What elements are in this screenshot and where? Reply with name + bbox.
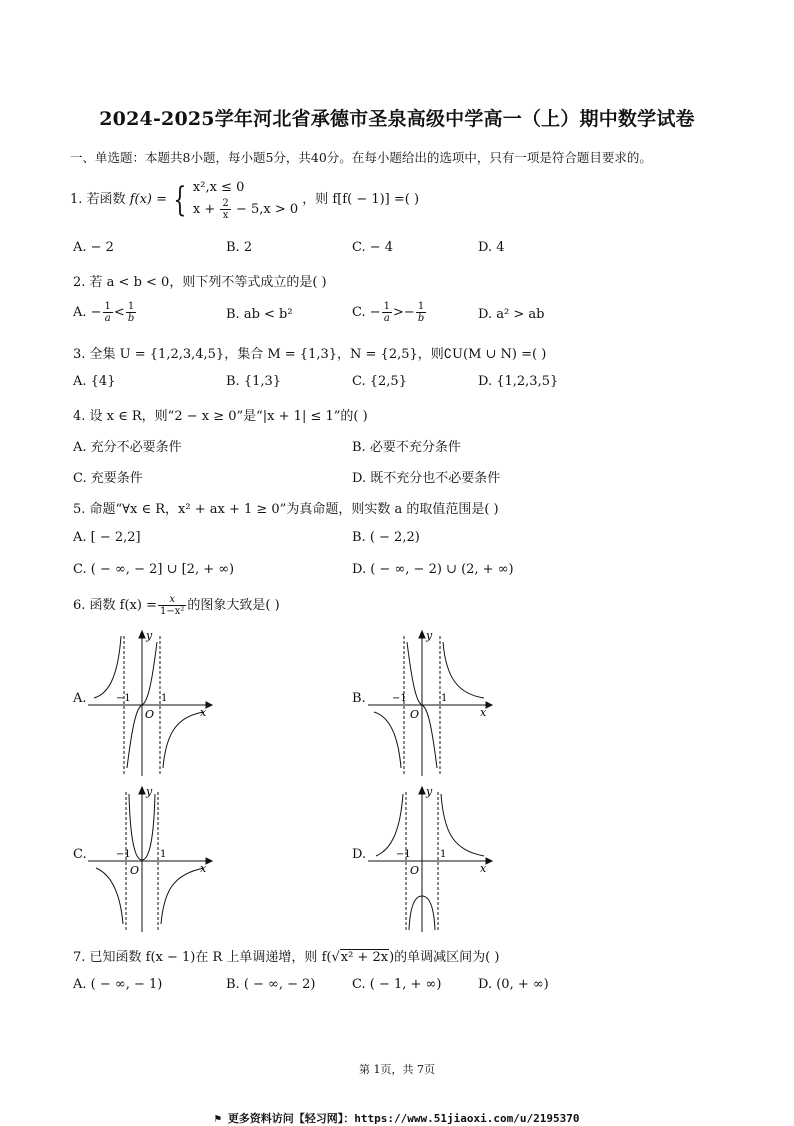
q3-option-b[interactable]: B. {1,3} — [226, 374, 282, 389]
frac-num: 1 — [416, 301, 426, 313]
origin-label: O — [145, 708, 155, 721]
graph-d[interactable] — [368, 784, 496, 932]
frac-num: 1 — [383, 301, 391, 312]
q7-option-a[interactable]: A. ( − ∞, − 1) — [73, 977, 163, 992]
q3-option-c[interactable]: C. {2,5} — [352, 374, 407, 389]
frac-den: b — [127, 313, 135, 324]
q4-option-c[interactable]: C. 充要条件 — [73, 471, 143, 486]
tick-neg-label: −1 — [116, 849, 131, 860]
q3-option-d[interactable]: D. {1,2,3,5} — [478, 374, 559, 389]
origin-label: O — [410, 864, 420, 877]
question-7 — [73, 946, 499, 965]
q1-case2-a: x + — [192, 202, 216, 217]
frac-num: 1 — [104, 301, 111, 312]
q7-option-b[interactable]: B. ( − ∞, − 2) — [226, 977, 316, 992]
curve-right — [161, 868, 204, 924]
tick-neg-label: −1 — [116, 693, 131, 704]
q1-case2 — [193, 198, 298, 221]
y-arrow-icon — [419, 787, 425, 794]
graph-c[interactable] — [88, 784, 216, 932]
tick-pos-label: 1 — [160, 849, 167, 860]
frac-den: b — [417, 313, 425, 324]
axis-y-label: y — [426, 629, 433, 642]
q2-a-frac1 — [103, 301, 113, 324]
curve-left — [96, 868, 123, 924]
q2-option-d[interactable]: D. a² > ab — [478, 307, 545, 322]
frac-num: x — [158, 594, 186, 606]
x-arrow-icon — [486, 858, 492, 864]
q1-cases — [193, 178, 298, 221]
question-1 — [70, 178, 419, 221]
y-arrow-icon — [139, 631, 145, 638]
footer-link-text: 更多资料访问【轻习网】：https://www.51jiaoxi.com/u/2195370 — [227, 1112, 580, 1125]
q6-prefix: 6. 函数 f(x) = — [73, 598, 157, 613]
q2-c-mid: >− — [393, 305, 415, 320]
q6-label-b[interactable]: B. — [352, 691, 366, 706]
q5-option-b[interactable]: B. ( − 2,2) — [352, 530, 420, 545]
q7-stem-a: 7. 已知函数 f(x − 1)在 R 上单调递增，则 f( — [73, 950, 332, 965]
x-arrow-icon — [206, 858, 212, 864]
curve-left — [94, 636, 121, 698]
q1-option-d[interactable]: D. 4 — [478, 240, 505, 255]
axis-x-label: x — [200, 706, 207, 719]
q1-case1: x²,x ≤ 0 — [192, 180, 245, 195]
tick-pos-label: 1 — [440, 849, 447, 860]
sqrt-icon: √ — [331, 950, 340, 965]
x-arrow-icon — [486, 702, 492, 708]
q2-a-frac2 — [126, 301, 136, 324]
frac-num: 2 — [222, 198, 229, 209]
page-number: 第 1页，共 7页 — [359, 1063, 435, 1076]
q4-option-a[interactable]: A. 充分不必要条件 — [73, 440, 182, 455]
question-4: 4. 设 x ∈ R，则“2 − x ≥ 0”是“|x + 1| ≤ 1”的( ) — [73, 409, 368, 424]
q1-case2-frac — [220, 198, 230, 221]
frac-den: a — [383, 313, 390, 324]
q6-label-d[interactable]: D. — [352, 847, 367, 862]
axis-y-label: y — [146, 785, 153, 798]
q6-label-c[interactable]: C. — [73, 847, 87, 862]
q2-option-b[interactable]: B. ab < b² — [226, 307, 293, 322]
q1-option-c[interactable]: C. − 4 — [352, 240, 394, 255]
origin-label: O — [410, 708, 420, 721]
q4-option-b[interactable]: B. 必要不充分条件 — [352, 440, 461, 455]
y-arrow-icon — [139, 787, 145, 794]
q7-option-c[interactable]: C. ( − 1, + ∞) — [352, 977, 442, 992]
q6-suffix: 的图象大致是( ) — [187, 598, 280, 613]
curve-left — [374, 712, 401, 768]
curve-left — [376, 794, 403, 856]
axis-y-label: y — [426, 785, 433, 798]
page-title: 2024-2025学年河北省承德市圣泉高级中学高一（上）期中数学试卷 — [99, 108, 695, 130]
frac-den: x — [222, 210, 229, 221]
curve-right — [163, 712, 204, 768]
q1-option-b[interactable]: B. 2 — [226, 240, 253, 255]
frac-den: 1−x² — [159, 606, 185, 617]
frac-den: a — [104, 313, 111, 324]
q2-a-mid: < — [113, 305, 125, 320]
tick-pos-label: 1 — [161, 693, 168, 704]
question-2: 2. 若 a < b < 0，则下列不等式成立的是( ) — [73, 275, 327, 290]
q4-option-d[interactable]: D. 既不充分也不必要条件 — [352, 471, 501, 486]
curve-right — [443, 642, 484, 698]
section-heading: 一、单选题：本题共8小题，每小题5分，共40分。在每小题给出的选项中，只有一项是符合题目要求的。 — [70, 150, 652, 165]
q1-option-a[interactable]: A. − 2 — [73, 240, 114, 255]
q5-option-c[interactable]: C. ( − ∞, − 2] ∪ [2, + ∞) — [73, 562, 235, 577]
q2-c-frac1 — [382, 301, 392, 324]
graph-a[interactable] — [88, 628, 216, 776]
frac-num: 1 — [126, 301, 136, 313]
tick-neg-label: −1 — [392, 693, 407, 704]
q2-c-frac2 — [416, 301, 426, 324]
q5-option-a[interactable]: A. [ − 2,2] — [73, 530, 141, 545]
q1-brace: { — [173, 179, 187, 220]
q6-label-a[interactable]: A. — [73, 691, 87, 706]
q2-option-c[interactable] — [352, 301, 427, 324]
axis-x-label: x — [200, 862, 207, 875]
tick-pos-label: 1 — [441, 693, 448, 704]
graph-b[interactable] — [368, 628, 496, 776]
q2-a-pre: A. − — [73, 305, 102, 320]
q7-radicand: x² + 2x — [340, 950, 389, 965]
q2-option-a[interactable] — [73, 301, 137, 324]
q1-prefix: 1. 若函数 — [70, 192, 126, 207]
question-5: 5. 命题“∀x ∈ R，x² + ax + 1 ≥ 0”为真命题，则实数 a 的取值范围是( ) — [73, 502, 499, 517]
axis-y-label: y — [146, 629, 153, 642]
question-6 — [73, 594, 280, 617]
question-3: 3. 全集 U = {1,2,3,4,5}，集合 M = {1,3}，N = {2,5}，则∁U(M ∪ N) =( ) — [73, 347, 547, 362]
q2-c-pre: C. − — [352, 305, 381, 320]
axis-x-label: x — [480, 862, 487, 875]
q6-frac — [158, 594, 186, 617]
axis-x-label: x — [480, 706, 487, 719]
q3-option-a[interactable]: A. {4} — [73, 374, 116, 389]
q5-option-d[interactable]: D. ( − ∞, − 2) ∪ (2, + ∞) — [352, 562, 514, 577]
flag-icon: ⚑ — [214, 1112, 228, 1125]
tick-neg-label: −1 — [396, 849, 411, 860]
x-arrow-icon — [206, 702, 212, 708]
curve-right — [441, 794, 484, 856]
q1-fx: f(x) = — [129, 192, 167, 207]
y-arrow-icon — [419, 631, 425, 638]
q7-option-d[interactable]: D. (0, + ∞) — [478, 977, 549, 992]
q1-case2-b: − 5,x > 0 — [235, 202, 299, 217]
origin-label: O — [130, 864, 140, 877]
q7-stem-b: )的单调减区间为( ) — [389, 950, 500, 965]
q1-suffix: ，则 f[f( − 1)] =( ) — [302, 192, 420, 207]
